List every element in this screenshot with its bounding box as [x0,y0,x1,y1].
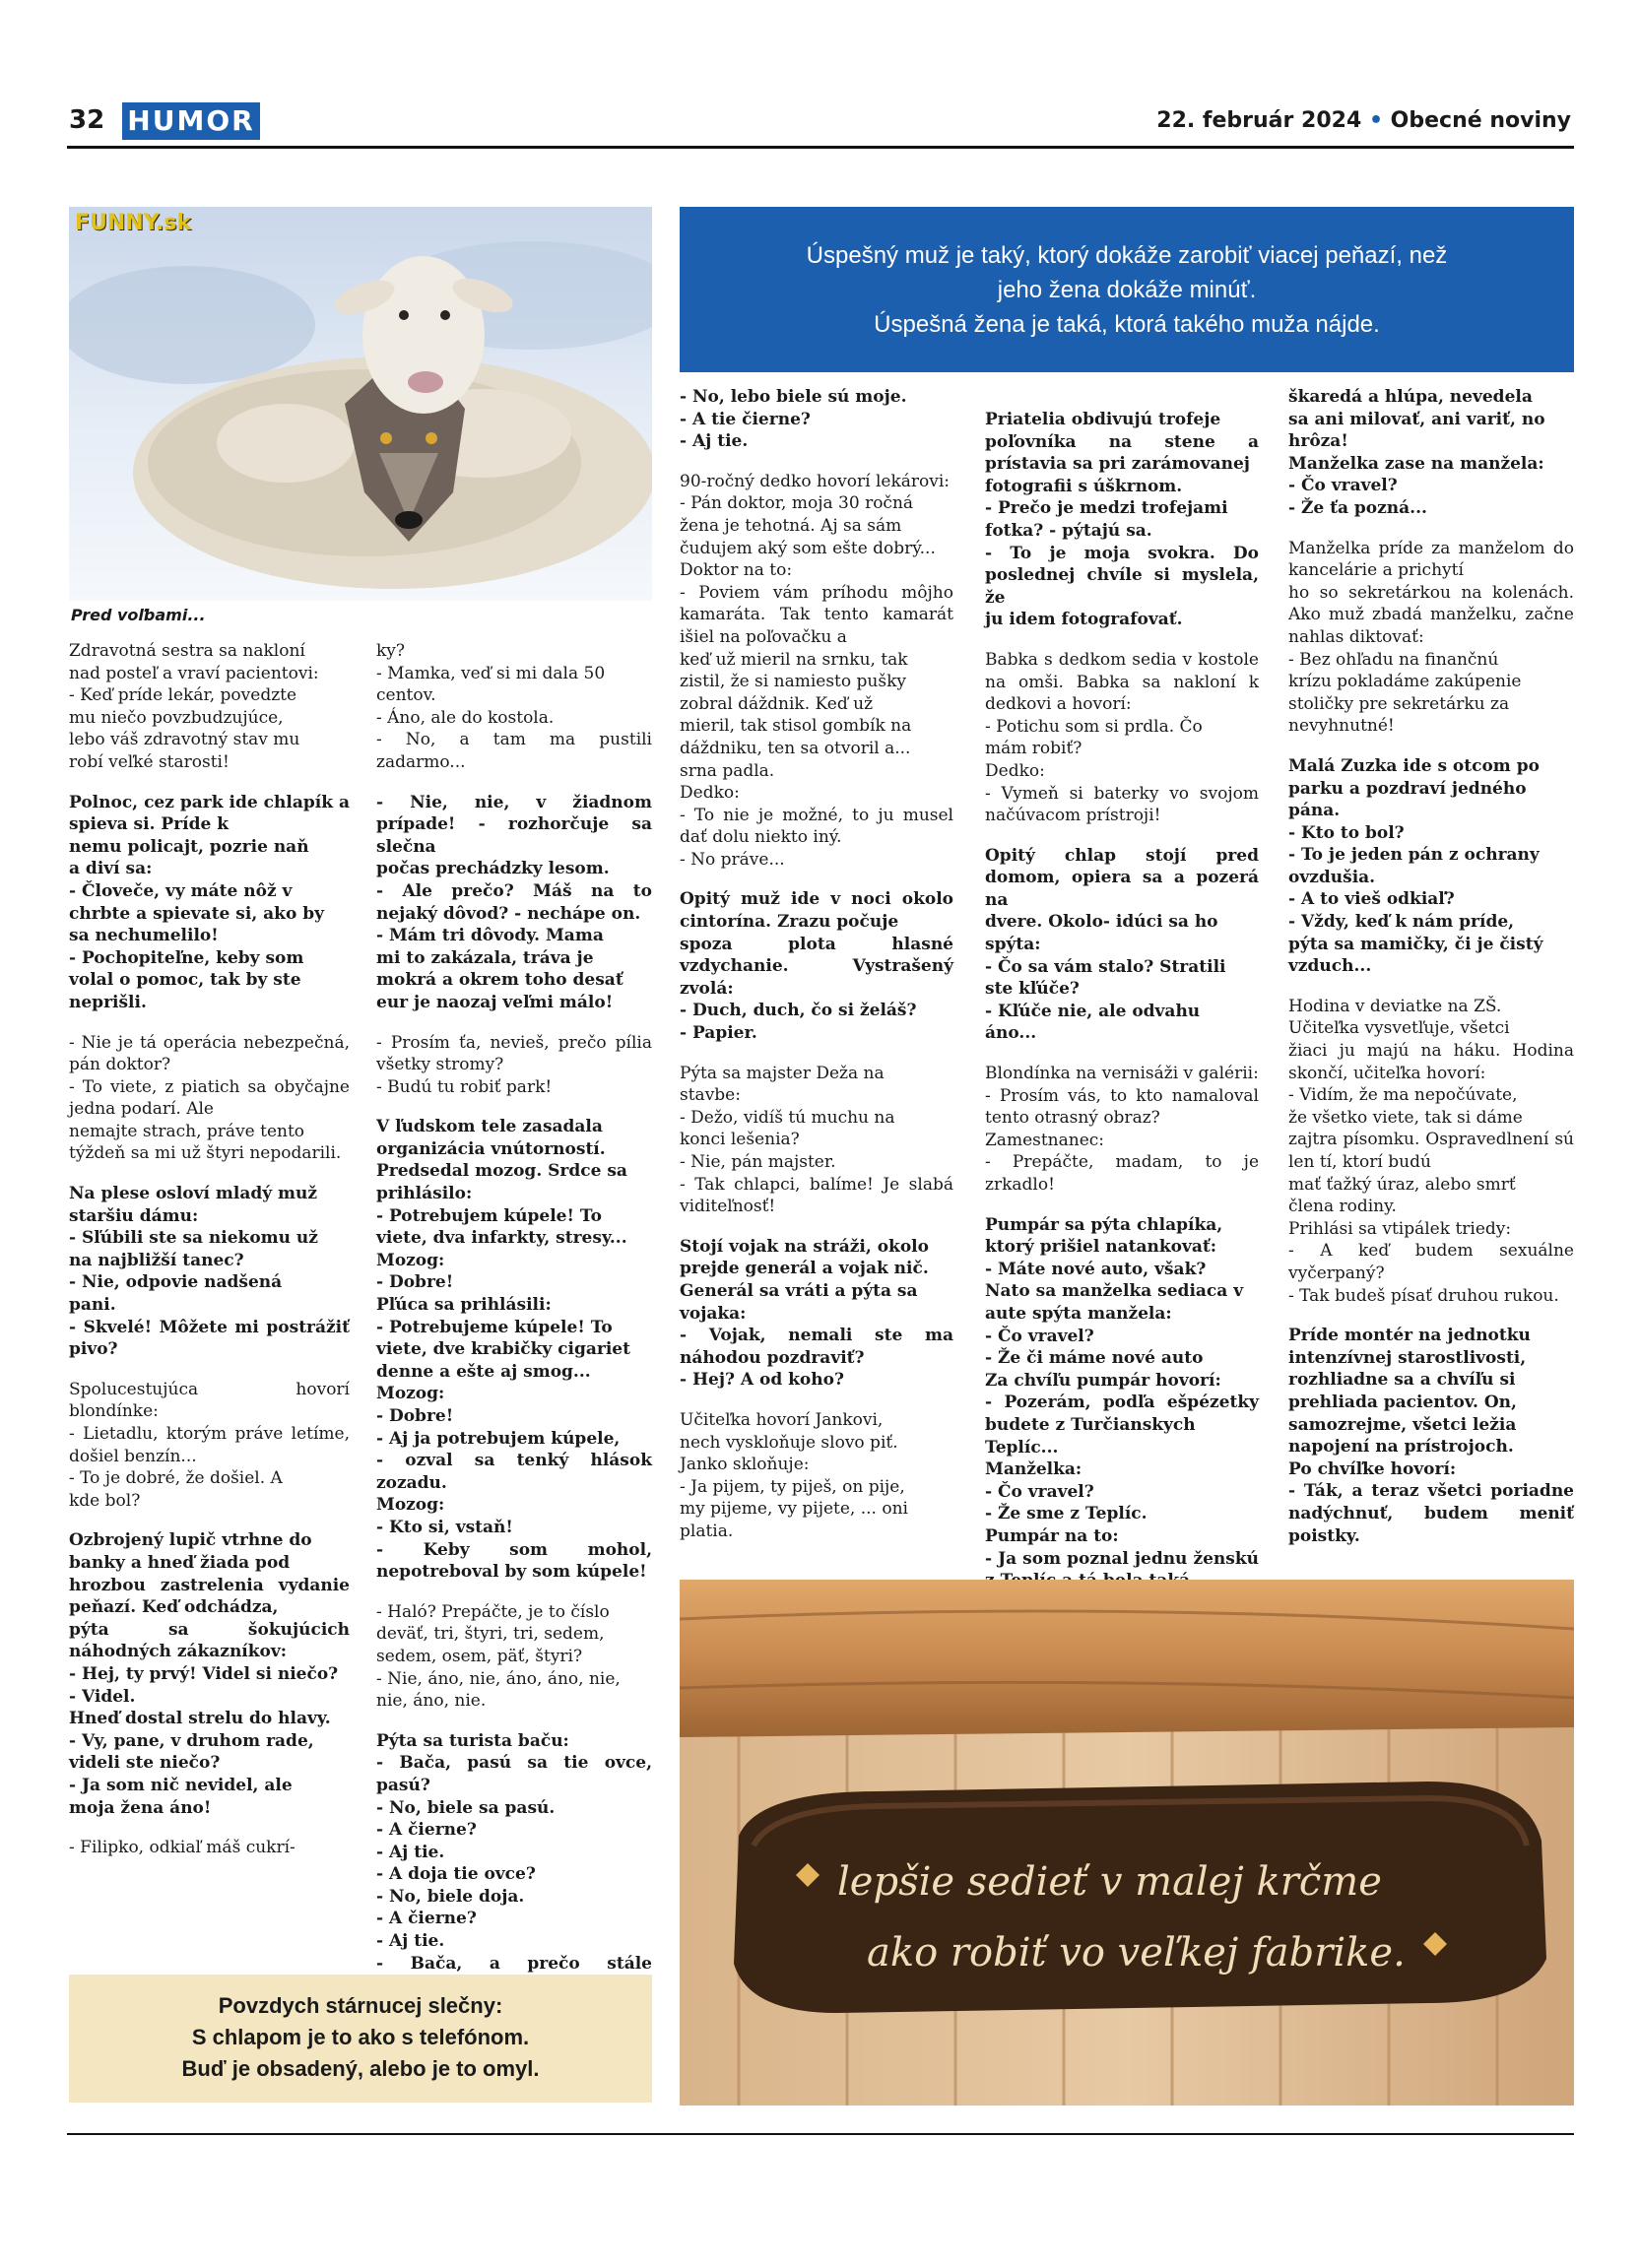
joke-line: - No práve... [680,849,785,870]
quote-line: Úspešná žena je taká, ktorá takého muža nájde. [874,311,1380,338]
joke-line: - To je jeden pán z ochrany [1288,845,1540,866]
joke-line: - Lietadlu, ktorým práve letíme, došiel benzín... [69,1424,350,1466]
joke-line: - Nie, áno, nie, áno, áno, nie, [376,1668,621,1689]
joke-item [985,409,1259,631]
joke-line: parku a pozdraví jedného [1288,778,1527,799]
joke-line: - Papier. [680,1023,757,1044]
joke-line: - Mamka, veď si mi dala 50 [376,663,606,683]
joke-line: Príde montér na jednotku [1288,1326,1531,1346]
joke-column-5 [1288,386,1574,1565]
joke-line: pani. [69,1295,116,1316]
joke-item [69,1529,350,1819]
joke-line: Mozog: [376,1250,445,1270]
joke-item [376,1601,652,1713]
joke-line: zajtra písomku. Ospravedlnení sú len tí, ktorí budú [1288,1130,1574,1172]
joke-line: - Vymeň si baterky vo svojom načúvacom prístroji! [985,783,1259,826]
joke-line: - Vy, pane, v druhom rade, [69,1730,314,1751]
joke-line: samozrejme, všetci ležia [1288,1414,1517,1435]
joke-line: videli ste niečo? [69,1753,221,1774]
joke-line: pýta sa šokujúcich náhodných zákazníkov: [69,1619,350,1662]
joke-line: - Že či máme nové auto [985,1348,1204,1369]
joke-line: - No, a tam ma pustili zadarmo... [376,730,652,772]
joke-line: a diví sa: [69,859,153,879]
page-number: 32 [69,105,105,135]
joke-item [985,1214,1259,1592]
joke-column-2 [376,640,652,2015]
joke-line: - Ja som nič nevidel, ale [69,1775,293,1795]
joke-line: Babka s dedkom sedia v kostole na omši. Babka sa nakloní k dedkovi a hovorí: [985,649,1259,715]
wooden-sign-photo [680,1580,1574,2106]
joke-line: - To je moja svokra. Do poslednej chvíle si myslela, že [985,543,1259,608]
quote-box-top [680,207,1574,372]
joke-line: Opitý chlap stojí pred domom, opiera sa a pozerá na [985,845,1259,910]
joke-line: - Duch, duch, čo si želáš? [680,1001,917,1021]
joke-line: - Keby som mohol, nepotreboval by som kúpele! [376,1539,652,1583]
joke-item [1288,386,1574,520]
joke-line: kde bol? [69,1490,141,1511]
footer-rule [67,2133,1574,2135]
joke-line: Mozog: [376,1495,445,1516]
joke-line: napojení na prístrojoch. [1288,1437,1514,1458]
joke-line: sa nechumelilo! [69,926,219,946]
joke-line: - Čo sa vám stalo? Stratili [985,956,1226,977]
joke-line: Dedko: [985,760,1045,781]
joke-line: intenzívnej starostlivosti, [1288,1347,1527,1368]
joke-line: - Tak budeš písať druhou rukou. [1288,1285,1559,1306]
joke-line: centov. [376,685,436,706]
joke-line: ovzdušia. [1288,867,1376,887]
joke-item [680,888,953,1044]
joke-line: - Prosím ťa, nevieš, prečo pília všetky stromy? [376,1032,652,1075]
joke-line: mám robiť? [985,739,1082,759]
joke-item [69,1379,350,1513]
publication-name: Obecné noviny [1390,108,1571,133]
joke-line: - A čierne? [376,1909,477,1929]
joke-line: nad posteľ a vraví pacientovi: [69,663,319,683]
joke-line: - Poviem vám príhodu môjho kamaráta. Tak tento kamarát išiel na poľovačku a [680,582,953,647]
joke-line: rozhliadne sa a chvíľu si [1288,1370,1516,1391]
joke-line: deväť, tri, štyri, tri, sedem, [376,1624,605,1645]
joke-line: - Hej? A od koho? [680,1370,844,1391]
joke-line: Pumpár na to: [985,1525,1119,1546]
joke-line: mu niečo povzbudzujúce, [69,707,284,728]
joke-line: Zamestnanec: [985,1130,1105,1150]
joke-item [985,649,1259,827]
joke-line: denne a ešte aj smog... [376,1361,591,1382]
joke-line: - Prečo je medzi trofejami [985,498,1228,519]
joke-line: - Nie, odpovie nadšená [69,1272,283,1293]
joke-item [376,792,652,1014]
joke-line: - Nie je tá operácia nebezpečná, pán doktor? [69,1032,350,1075]
joke-line: volal o pomoc, tak by ste [69,970,301,991]
issue-date: 22. február 2024 [1156,108,1362,133]
joke-line: pýta sa mamičky, či je čistý [1288,934,1543,954]
joke-line: stoličky pre sekretárku za [1288,693,1510,714]
joke-line: poľovníka na stene a prístavia sa pri zarámovanej [985,431,1259,475]
quote-line: Úspešný muž je taký, ktorý dokáže zarobiť viacej peňazí, než [806,242,1448,269]
joke-line: - Pochopiteľne, keby som [69,947,304,968]
joke-line: Opitý muž ide v noci okolo cintorína. Zrazu počuje [680,889,953,933]
joke-item [985,1063,1259,1197]
joke-line: hrozbou zastrelenia vydanie peňazí. Keď odchádza, [69,1575,350,1618]
quote-line: Buď je obsadený, alebo je to omyl. [181,2056,540,2081]
joke-line: zistil, že si namiesto pušky [680,672,906,692]
joke-line: - Dobre! [376,1272,454,1293]
joke-line: - Skvelé! Môžete mi postrážiť pivo? [69,1317,350,1360]
sign-text-line-1: lepšie sedieť v malej krčme [837,1859,1382,1905]
joke-line: konci lešenia? [680,1130,800,1150]
joke-line: - Nie, nie, v žiadnom prípade! - rozhorčuje sa slečna [376,792,652,857]
joke-line: žiaci ju majú na háku. Hodina skončí, učiteľka hovorí: [1288,1041,1574,1083]
joke-line: mať ťažký úraz, alebo smrť [1288,1174,1516,1195]
joke-item [680,1063,953,1218]
joke-item [69,1032,350,1166]
joke-line: Stojí vojak na stráži, okolo [680,1236,929,1257]
joke-line: - Čo vravel? [1288,476,1398,496]
joke-line: - Dežo, vidíš tú muchu na [680,1107,895,1128]
joke-line: - Sľúbili ste sa niekomu už [69,1228,318,1249]
joke-line: - A tie čierne? [680,409,811,429]
joke-line: týždeň sa mi už štyri nepodarili. [69,1143,342,1164]
joke-line: - A doja tie ovce? [376,1864,536,1885]
joke-line: ktorý prišiel natankovať: [985,1237,1216,1258]
joke-line: nech vyskloňuje slovo piť. [680,1432,898,1453]
joke-line: Manželka zase na manžela: [1288,453,1544,474]
joke-line: - A čierne? [376,1820,477,1841]
joke-line: - Potrebujeme kúpele! To [376,1317,613,1337]
joke-line: Mozog: [376,1384,445,1404]
joke-line: ju idem fotografovať. [985,610,1183,630]
joke-line: platia. [680,1521,734,1541]
sign-text-line-2: ako robiť vo veľkej fabrike. [867,1930,1406,1976]
joke-line: mokrá a okrem toho desať [376,970,623,991]
joke-line: ho so sekretárkou na kolenách. Ako muž zbadá manželku, začne nahlas diktovať: [1288,582,1574,647]
sheep-wolf-photo [69,207,652,601]
joke-line: Ozbrojený lupič vtrhne do [69,1530,312,1551]
joke-line: čudujem aký som ešte dobrý... [680,538,936,558]
joke-line: Pýta sa turista baču: [376,1730,569,1751]
joke-item [376,1032,652,1099]
joke-line: srna padla. [680,760,775,781]
joke-line: Manželka: [985,1459,1082,1480]
separator-bullet: • [1368,108,1383,133]
joke-line: - A keď budem sexuálne vyčerpaný? [1288,1241,1574,1283]
joke-line: Zdravotná sestra sa nakloní [69,641,305,661]
joke-line: - No, biele sa pasú. [376,1797,556,1818]
joke-line: - Mám tri dôvody. Mama [376,926,604,946]
joke-line: - Potichu som si prdla. Čo [985,716,1203,737]
joke-line: spoza plota hlasné vzdychanie. Vystrašený zvolá: [680,934,953,999]
joke-line: V ľudskom tele zasadala [376,1117,603,1137]
joke-line: banky a hneď žiada pod [69,1552,291,1573]
joke-line: Doktor na to: [680,560,793,581]
joke-line: člena rodiny. [1288,1197,1397,1217]
joke-item [69,1183,350,1361]
joke-line: vojaka: [680,1303,747,1324]
joke-column-3 [680,386,953,1561]
joke-item [1288,1325,1574,1547]
joke-line: škaredá a hlúpa, nevedela [1288,387,1533,407]
joke-line: - Pán doktor, moja 30 ročná [680,493,914,514]
joke-line: fotografii s úškrnom. [985,476,1183,496]
joke-line: žena je tehotná. Aj sa sám [680,515,902,536]
joke-line: Pľúca sa prihlásili: [376,1295,552,1316]
joke-line: Priatelia obdivujú trofeje [985,410,1221,429]
joke-line: - Kto si, vstaň! [376,1517,513,1537]
joke-line: Generál sa vráti a pýta sa [680,1280,918,1301]
joke-line: Hodina v deviatke na ZŠ. [1288,996,1502,1016]
joke-line: mieril, tak stisol gombík na [680,716,912,737]
joke-line: - Bez ohľadu na finančnú [1288,649,1499,670]
issue-info [1156,106,1571,136]
joke-item [69,1837,350,1859]
joke-line: Nato sa manželka sediaca v [985,1281,1244,1302]
funny-logo: FUNNY.sk [75,211,192,235]
joke-line: - Ja pijem, ty piješ, on pije, [680,1476,905,1497]
joke-line: aute spýta manžela: [985,1303,1172,1324]
joke-line: viete, dve krabičky cigariet [376,1339,630,1360]
joke-line: vzduch... [1288,956,1372,977]
joke-line: Blondínka na vernisáži v galérii: [985,1064,1259,1084]
joke-line: Hneď dostal strelu do hlavy. [69,1709,331,1729]
joke-line: chrbte a spievate si, ako by [69,903,324,924]
joke-line: Po chvíľke hovorí: [1288,1458,1457,1479]
joke-line: prihlásilo: [376,1184,473,1204]
joke-line: pána. [1288,801,1341,821]
joke-line: lebo váš zdravotný stav mu [69,730,300,750]
joke-line: - Filipko, odkiaľ máš cukrí- [69,1838,295,1858]
joke-item [376,1116,652,1583]
joke-line: Pýta sa majster Deža na [680,1063,885,1083]
joke-line: - Videl. [69,1686,136,1707]
joke-line: Predsedal mozog. Srdce sa [376,1161,627,1182]
joke-line: fotka? - pýtajú sa. [985,520,1152,541]
joke-line: áno... [985,1023,1037,1044]
joke-line: - Ták, a teraz všetci poriadne nadýchnuť, budem meniť poistky. [1288,1481,1574,1546]
joke-line: - Ale prečo? Máš na to nejaký dôvod? - nechápe on. [376,880,652,924]
joke-line: nevyhnutné! [1288,716,1395,737]
joke-line: na najbližší tanec? [69,1250,244,1270]
joke-line: Manželka príde za manželom do kancelárie a prichytí [1288,538,1574,581]
joke-line: - Budú tu robiť park! [376,1076,553,1097]
joke-line: stavbe: [680,1085,741,1106]
joke-line: - Potrebujem kúpele! To [376,1205,602,1226]
joke-item [985,845,1259,1045]
joke-item [69,792,350,1014]
joke-line: neprišli. [69,992,147,1012]
section-label: HUMOR [122,102,260,140]
joke-line: - Vždy, keď k nám príde, [1288,912,1515,933]
joke-line: prehliada pacientov. On, [1288,1392,1517,1412]
joke-line: - Aj tie. [680,431,749,452]
joke-column-1 [69,640,350,1877]
joke-line: - Kto to bol? [1288,822,1405,843]
joke-line: - Aj tie. [376,1931,445,1952]
joke-line: zobral dáždnik. Keď už [680,693,874,714]
joke-line: Prihlási sa vtipálek triedy: [1288,1218,1512,1239]
joke-line: my pijeme, vy pijete, ... oni [680,1499,908,1520]
photo-caption: Pred voľbami... [71,606,206,624]
joke-line: - Že ťa pozná... [1288,497,1427,518]
joke-line: že všetko viete, tak si dáme [1288,1107,1523,1128]
joke-line: - Že sme z Teplíc. [985,1504,1148,1524]
joke-line: - Pozerám, podľa ešpézetky budete z Turčianskych [985,1393,1259,1435]
joke-line: - Čo vravel? [985,1481,1094,1502]
joke-line: - Máte nové auto, však? [985,1259,1207,1279]
joke-line: eur je naozaj veľmi málo! [376,992,614,1012]
joke-line: - Bača, a prečo stále [376,1953,652,1974]
joke-line: dvere. Okolo- idúci sa ho [985,912,1218,933]
joke-item [376,1730,652,1997]
joke-line: spýta: [985,935,1041,955]
joke-item [376,640,652,774]
joke-line: - ozval sa tenký hlások zozadu. [376,1451,652,1493]
joke-line: robí veľké starosti! [69,751,230,772]
joke-line: - No, biele doja. [376,1886,525,1907]
joke-line: Polnoc, cez park ide chlapík a spieva si. Príde k [69,792,350,835]
joke-line: - Nie, pán majster. [680,1152,836,1172]
quote-line: S chlapom je to ako s telefónom. [191,2025,530,2049]
joke-item [1288,996,1574,1307]
joke-line: mi to zakázala, tráva je [376,947,594,968]
joke-line: 90-ročný dedko hovorí lekárovi: [680,471,951,491]
joke-line: - Vojak, nemali ste ma náhodou pozdraviť? [680,1326,953,1368]
joke-line: - Haló? Prepáčte, je to číslo [376,1601,610,1622]
joke-line: nemu policajt, pozrie naň [69,836,309,857]
joke-line: keď už mieril na srnku, tak [680,649,908,670]
joke-line: - To je dobré, že došiel. A [69,1468,283,1489]
joke-line: ky? [376,641,406,661]
joke-line: Spolucestujúca hovorí blondínke: [69,1379,350,1422]
joke-line: sa ani milovať, ani variť, no [1288,409,1545,429]
joke-line: Malá Zuzka ide s otcom po [1288,755,1540,776]
joke-item [680,1409,953,1543]
joke-line: Za chvíľu pumpár hovorí: [985,1370,1221,1391]
joke-line: hrôza! [1288,431,1348,452]
joke-line: ste kľúče? [985,979,1080,1000]
joke-line: - Vidím, že ma nepočúvate, [1288,1085,1518,1106]
joke-line: Dedko: [680,783,740,804]
joke-line: Učiteľka hovorí Jankovi, [680,1409,884,1430]
joke-item [69,640,350,774]
joke-line: - Prosím vás, to kto namaloval tento otrasný obraz? [985,1085,1259,1129]
joke-line: - To nie je možné, to ju musel dať dolu niekto iný. [680,805,953,848]
joke-line: viete, dva infarkty, stresy... [376,1228,627,1249]
joke-item [1288,538,1574,738]
joke-line: nemajte strach, práve tento [69,1121,305,1141]
joke-line: moja žena áno! [69,1797,212,1818]
joke-line: - Ja som poznal jednu ženskú [985,1548,1259,1569]
joke-item [680,1236,953,1392]
joke-column-4 [985,409,1259,1610]
joke-line: - Bača, pasú sa tie ovce, pasú? [376,1753,652,1795]
joke-line: sedem, osem, päť, štyri? [376,1646,583,1666]
joke-line: - Aj ja potrebujem kúpele, [376,1428,621,1449]
joke-line: organizácia vnútorností. [376,1138,606,1159]
joke-line: Teplíc... [985,1437,1059,1458]
joke-line: - To viete, z piatich sa obyčajne jedna podarí. Ale [69,1076,350,1120]
joke-line: staršiu dámu: [69,1205,199,1226]
joke-line: - Aj tie. [376,1842,445,1862]
header-rule [67,146,1574,149]
joke-line: počas prechádzky lesom. [376,859,610,879]
joke-line: - Hej, ty prvý! Videl si niečo? [69,1663,339,1684]
joke-line: nie, áno, nie. [376,1691,487,1712]
joke-line: krízu pokladáme zakúpenie [1288,672,1522,692]
joke-line: - Keď príde lekár, povedzte [69,685,297,706]
joke-line: - No, lebo biele sú moje. [680,387,907,407]
quote-line: Povzdych stárnucej slečny: [218,1993,503,2018]
joke-item [680,471,953,872]
joke-line: - Tak chlapci, balíme! Je slabá viditeľnosť! [680,1174,953,1217]
joke-line: - Čo vravel? [985,1326,1094,1346]
joke-line: Pumpár sa pýta chlapíka, [985,1214,1223,1235]
joke-item [680,386,953,453]
joke-line: Na plese osloví mladý muž [69,1184,318,1204]
joke-line: - Prepáčte, madam, to je zrkadlo! [985,1152,1259,1195]
quote-box-bottom [69,1975,652,2103]
joke-line: - Áno, ale do kostola. [376,707,555,728]
joke-line: - Kľúče nie, ale odvahu [985,1001,1201,1021]
joke-line: Učiteľka vysvetľuje, všetci [1288,1018,1510,1039]
joke-line: - A to vieš odkiaľ? [1288,889,1455,910]
joke-line: - Človeče, vy máte nôž v [69,880,293,901]
quote-line: jeho žena dokáže minúť. [997,277,1257,303]
joke-item [1288,755,1574,978]
joke-line: prejde generál a vojak nič. [680,1259,929,1279]
joke-line: dáždniku, ten sa otvoril a... [680,738,911,758]
joke-line: - Dobre! [376,1406,454,1426]
joke-line: Janko skloňuje: [680,1455,810,1475]
